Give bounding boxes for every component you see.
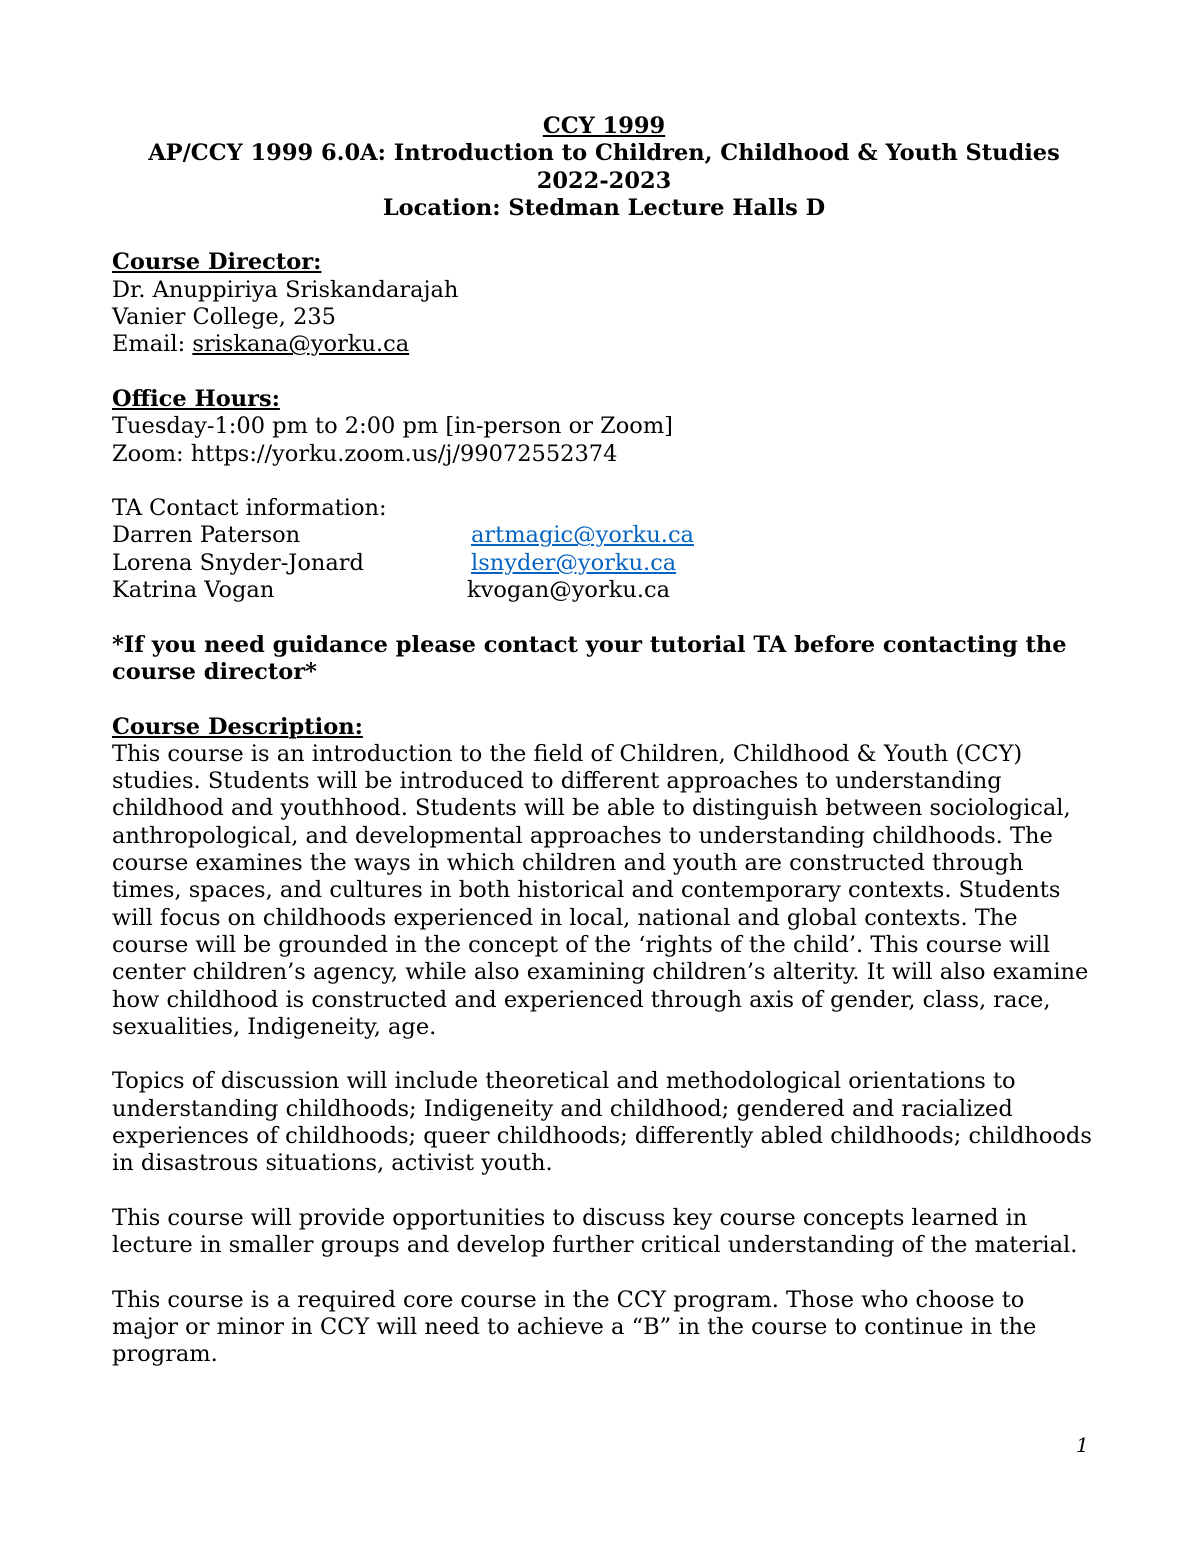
page-number: 1	[1076, 1433, 1089, 1457]
director-email-label: Email:	[112, 331, 193, 358]
course-description-section	[112, 714, 1092, 1369]
office-hours-heading: Office Hours:	[112, 385, 280, 412]
course-title: AP/CCY 1999 6.0A: Introduction to Children, Childhood & Youth Studies	[148, 140, 1060, 167]
ta-email-link[interactable]: artmagic@yorku.ca	[471, 522, 694, 549]
course-location: Location: Stedman Lecture Halls D	[382, 194, 826, 221]
ta-name: Lorena Snyder-Jonard	[112, 549, 364, 576]
ta-name: Katrina Vogan	[112, 577, 275, 604]
page-content	[112, 113, 1092, 1369]
office-hours-time: Tuesday-1:00 pm to 2:00 pm [in-person or Zoom]	[112, 413, 673, 440]
description-paragraph: This course is an introduction to the field of Children, Childhood & Youth (CCY) studies. Students will be introduced to different approaches to understanding childhood and youthhood. Students will be able to distinguish between sociological, anthropological, and developmental approaches to understanding childhoods. The course examines the ways in which children and youth are constructed through times, spaces, and cultures in both historical and contemporary contexts. Students will focus on childhoods experienced in local, national and global contexts. The course will be grounded in the concept of the ‘rights of the child’. This course will center children’s agency, while also examining children’s alterity. It will also examine how childhood is constructed and experienced through axis of gender, class, race, sexualities, Indigeneity, age.	[112, 740, 1089, 1040]
ta-email-link[interactable]: lsnyder@yorku.ca	[471, 549, 677, 576]
ta-contact-row	[112, 577, 1092, 604]
course-description-heading: Course Description:	[112, 713, 363, 740]
guidance-note: *If you need guidance please contact your tutorial TA before contacting the course director*	[112, 631, 1067, 685]
director-name: Dr. Anuppiriya Sriskandarajah	[112, 276, 459, 303]
director-office: Vanier College, 235	[112, 304, 336, 331]
course-code: CCY 1999	[542, 113, 666, 139]
academic-year: 2022-2023	[536, 167, 672, 194]
office-hours-section	[112, 386, 1092, 468]
ta-contact-heading: TA Contact information:	[112, 495, 387, 522]
ta-name: Darren Paterson	[112, 522, 301, 549]
description-paragraph: This course will provide opportunities to discuss key course concepts learned in lecture in smaller groups and develop further critical understanding of the material.	[112, 1204, 1078, 1259]
director-email-line	[112, 331, 1092, 358]
director-email-link[interactable]: sriskana@yorku.ca	[192, 331, 410, 358]
course-director-heading: Course Director:	[112, 249, 322, 276]
ta-email: kvogan@yorku.ca	[467, 577, 671, 604]
ta-contact-row	[112, 550, 1092, 577]
description-paragraph: This course is a required core course in the CCY program. Those who choose to major or minor in CCY will need to achieve a “B” in the course to continue in the program.	[112, 1286, 1037, 1368]
ta-contact-row	[112, 522, 1092, 549]
course-director-section	[112, 249, 1092, 358]
ta-contact-section	[112, 495, 1092, 604]
description-paragraph: Topics of discussion will include theoretical and methodological orientations to understanding childhoods; Indigeneity and childhood; gendered and racialized experiences of childhoods; queer childhoods; differently abled childhoods; childhoods in disastrous situations, activist youth.	[112, 1068, 1092, 1177]
course-header	[104, 113, 1104, 222]
office-hours-zoom: Zoom: https://yorku.zoom.us/j/99072552374	[112, 440, 618, 467]
